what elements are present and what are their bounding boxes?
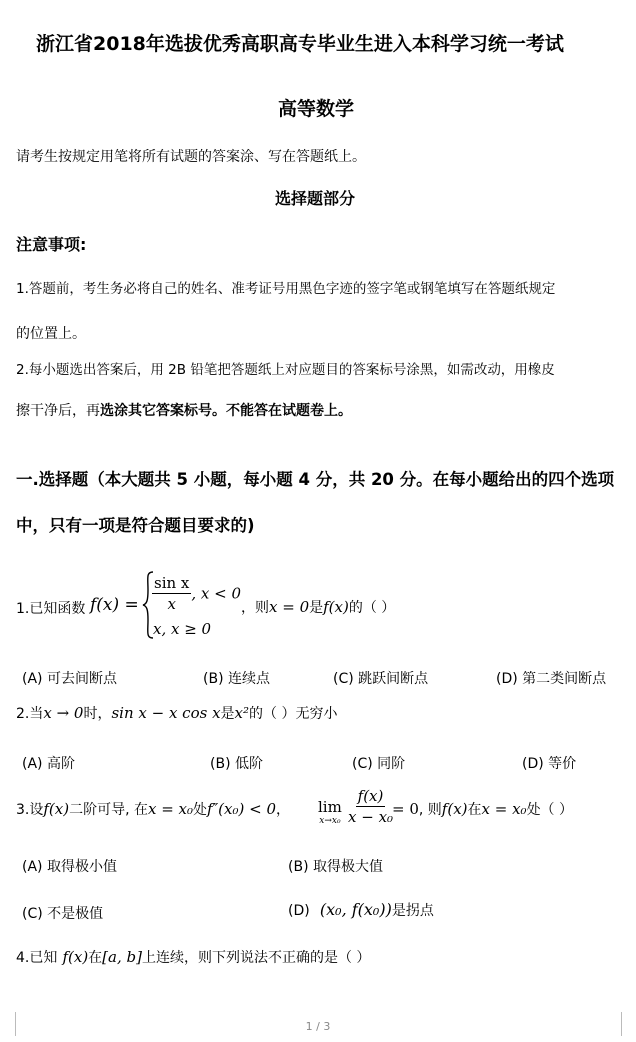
q2-suffix: 的（ ）无穷小 (249, 706, 338, 722)
q1-case-1-num: sin x (154, 574, 190, 592)
part-one-heading: 一.选择题（本大题共 5 小题，每小题 4 分，共 20 分。在每小题给出的四个选项 (16, 470, 615, 489)
note-item-2: 2.每小题选出答案后，用 2B 铅笔把答题纸上对应题目的答案标号涂黑，如需改动，用橡皮 (16, 362, 555, 378)
q3-mid4: , 则 (418, 802, 442, 818)
q3-frac-num: f(x) (357, 787, 384, 805)
q2-mid2: 是 (220, 706, 235, 722)
q3-fraction-wrap (346, 786, 395, 827)
q1-suffix: 的（ ） (348, 600, 396, 616)
q3-lim-sub: x→x₀ (319, 816, 341, 826)
q1-case-1-fraction (152, 573, 191, 614)
q3-expr1: f(x) (43, 800, 70, 818)
note-item-2-cont-a: 擦干净后，再 (16, 403, 100, 419)
q4-line (16, 947, 370, 967)
q4-expr2: [a, b] (102, 948, 142, 966)
q3-expr5: x = x₀ (481, 800, 527, 818)
q1-option-c: (C) 跳跃间断点 (333, 671, 429, 687)
q1-expr: x = 0 (269, 598, 310, 616)
q3-mid3: ， (276, 802, 291, 818)
q1-mid: ，则 (241, 600, 269, 616)
document-title: 浙江省2018年选拔优秀高职高专毕业生进入本科学习统一考试 (36, 33, 564, 55)
q1-case-2: x, x ≥ 0 (153, 620, 212, 638)
q3-line-b (392, 799, 573, 819)
q1-option-d: (D) 第二类间断点 (496, 671, 607, 687)
q3-option-d-label: (D) (288, 903, 310, 919)
q3-mid2: 处 (193, 802, 208, 818)
q3-limit (318, 786, 342, 826)
note-item-1-cont: 的位置上。 (16, 326, 86, 342)
q2-expr1: x → 0 (43, 704, 84, 722)
q3-option-b: (B) 取得极大值 (288, 859, 383, 875)
q3-fraction (346, 786, 395, 827)
q1-prefix: 1.已知函数 (16, 601, 86, 617)
q2-option-c: (C) 同阶 (352, 756, 406, 772)
page-corner-left (15, 1012, 16, 1036)
note-item-2-cont (16, 400, 352, 420)
q3-lim: lim (318, 798, 342, 816)
q3-option-c: (C) 不是极值 (22, 906, 104, 922)
q4-prefix: 4.已知 (16, 950, 58, 966)
section-title: 选择题部分 (275, 189, 356, 208)
q3-mid1: 二阶可导, 在 (69, 802, 148, 818)
q3-expr4: f(x) (441, 800, 468, 818)
q1-case-1-cond: , x < 0 (191, 584, 242, 603)
q4-suffix: 上连续，则下列说法不正确的是（ ） (141, 950, 371, 966)
q1-option-b: (B) 连续点 (203, 671, 270, 687)
q3-mid5: 在 (467, 802, 482, 818)
q2-line (16, 703, 337, 723)
q1-tail (241, 597, 395, 617)
q1-case-1-den: x (167, 595, 176, 613)
q3-line-a (16, 799, 290, 819)
subject-title: 高等数学 (278, 98, 355, 120)
q1-expr2: f(x) (323, 598, 349, 616)
q4-expr1: f(x) (62, 948, 89, 966)
part-one-heading-cont: 中，只有一项是符合题目要求的) (16, 516, 255, 535)
q3-frac-den: x − x₀ (348, 808, 394, 826)
q2-option-a: (A) 高阶 (22, 756, 75, 772)
q2-prefix: 2.当 (16, 706, 44, 722)
page-number: 1 / 3 (305, 1020, 331, 1033)
q3-option-a: (A) 取得极小值 (22, 859, 117, 875)
q1-fx: f(x) = (90, 595, 139, 615)
q1-case-1 (152, 573, 241, 614)
q2-expr2: sin x − x cos x (111, 704, 221, 722)
note-item-1: 1.答题前，考生务必将自己的姓名、准考证号用黑色字迹的签字笔或钢笔填写在答题纸规定 (16, 281, 556, 297)
q3-option-d-expr: (x₀, f(x₀)) (319, 900, 392, 919)
q2-option-d: (D) 等价 (522, 756, 577, 772)
q3-eq: = 0 (392, 800, 419, 818)
notes-heading: 注意事项: (16, 235, 87, 254)
note-item-2-cont-b: 选涂其它答案标号。不能答在试题卷上。 (100, 403, 352, 419)
q3-prefix: 3.设 (16, 802, 44, 818)
instruction-text: 请考生按规定用笔将所有试题的答案涂、写在答题纸上。 (16, 149, 366, 165)
q2-expr3: x² (234, 704, 250, 722)
q2-mid1: 时， (83, 706, 112, 722)
page-corner-right (621, 1012, 622, 1036)
q1-mid2: 是 (309, 600, 324, 616)
q3-option-d-tail: 是拐点 (391, 903, 434, 919)
q3-expr2: x = x₀ (147, 800, 194, 818)
q3-option-d (288, 900, 434, 920)
q1-option-a: (A) 可去间断点 (22, 671, 117, 687)
q4-mid1: 在 (88, 950, 103, 966)
q2-option-b: (B) 低阶 (210, 756, 263, 772)
q3-expr3: f″(x₀) < 0 (207, 800, 277, 818)
q3-suffix: 处（ ） (526, 802, 574, 818)
